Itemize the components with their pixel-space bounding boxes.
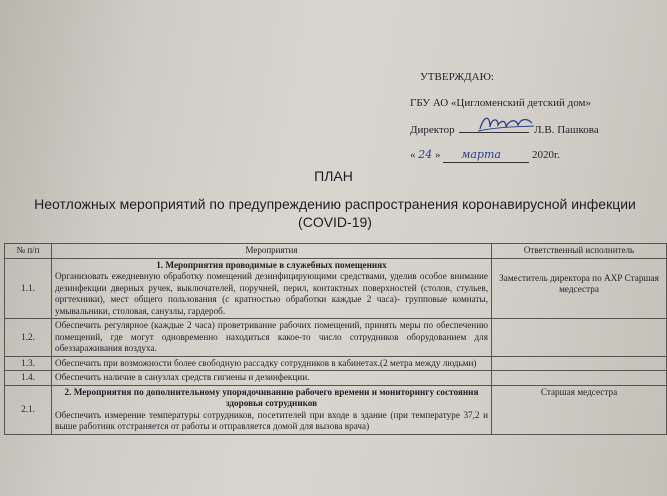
measure-text: Обеспечить измерение температуры сотрудников, посетителей при входе в здание (при температуре 37,2 и выше работник отстраняется от работы и отправляется домой для вызова врача): [55, 409, 488, 431]
date-month-field: [443, 148, 529, 163]
table-row: [5, 258, 667, 319]
row-number: 1.4.: [5, 371, 52, 386]
date-close-quote: »: [435, 149, 441, 161]
measure-text: Организовать ежедневную обработку помещений дезинфицирующими средствами, уделив особое внимание дезинфекции дверных ручек, выключателей, поручней, перил, контактных поверхностей (столов, стульев, оргтехники), мест общего пользования (с кратностью обработки каждые 2 часа)- групповые комнаты, умывальники, столовая, санузлы, гардероб.: [55, 271, 488, 316]
table-row: [5, 356, 667, 371]
plan-table: [4, 243, 667, 435]
row-responsible: Старшая медсестра: [492, 385, 667, 434]
page-title: ПЛАН: [314, 168, 353, 184]
date-month: марта: [461, 148, 501, 161]
row-responsible: [492, 371, 667, 386]
director-label: Директор: [410, 124, 455, 136]
row-number: 2.1.: [5, 385, 52, 434]
measure-text: Обеспечить при возможности более свободную рассадку сотрудников в кабинетах.(2 метра между людьми): [52, 356, 492, 371]
section-heading: 2. Мероприятия по дополнительному упорядочиванию рабочего времени и мониторингу состояния здоровья сотрудников: [64, 386, 479, 408]
handwritten-signature: [476, 113, 536, 135]
approval-heading: УТВЕРЖДАЮ:: [420, 71, 494, 83]
table-row: [5, 319, 667, 357]
measure-text: Обеспечить наличие в санузлах средств гигиены и дезинфекции.: [52, 371, 492, 386]
row-responsible: [492, 356, 667, 371]
header-number: № п/п: [5, 244, 52, 259]
header-responsible: Ответственный исполнитель: [492, 244, 667, 259]
table-row: [5, 371, 667, 386]
row-measure: [52, 385, 492, 434]
organization-name: ГБУ АО «Цигломенский детский дом»: [410, 97, 591, 109]
row-number: 1.2.: [5, 319, 52, 357]
row-responsible: [492, 319, 667, 357]
measure-text: Обеспечить регулярное (каждые 2 часа) проветривание рабочих помещений, принять меры по обеспечению помещений, где могут одновременно находиться какое-то число сотрудников оборудованием для обеззараживания воздуха.: [52, 319, 492, 357]
header-measures: Мероприятия: [52, 244, 492, 259]
row-number: 1.1.: [5, 258, 52, 319]
row-number: 1.3.: [5, 356, 52, 371]
page-subtitle: Неотложных мероприятий по предупреждению распространения коронавирусной инфекции (COVID-19): [34, 196, 636, 230]
section-heading: 1. Мероприятия проводимые в служебных помещениях: [156, 259, 387, 270]
table-header-row: [5, 244, 667, 259]
row-measure: [52, 258, 492, 319]
director-name: Л.В. Пашкова: [534, 124, 599, 136]
date-line: [410, 148, 560, 163]
date-year: 2020г.: [532, 149, 561, 161]
date-open-quote: «: [410, 149, 416, 161]
table-row: [5, 385, 667, 434]
row-responsible: Заместитель директора по АХР Старшая медсестра: [492, 258, 667, 319]
date-day: 24: [418, 148, 433, 161]
